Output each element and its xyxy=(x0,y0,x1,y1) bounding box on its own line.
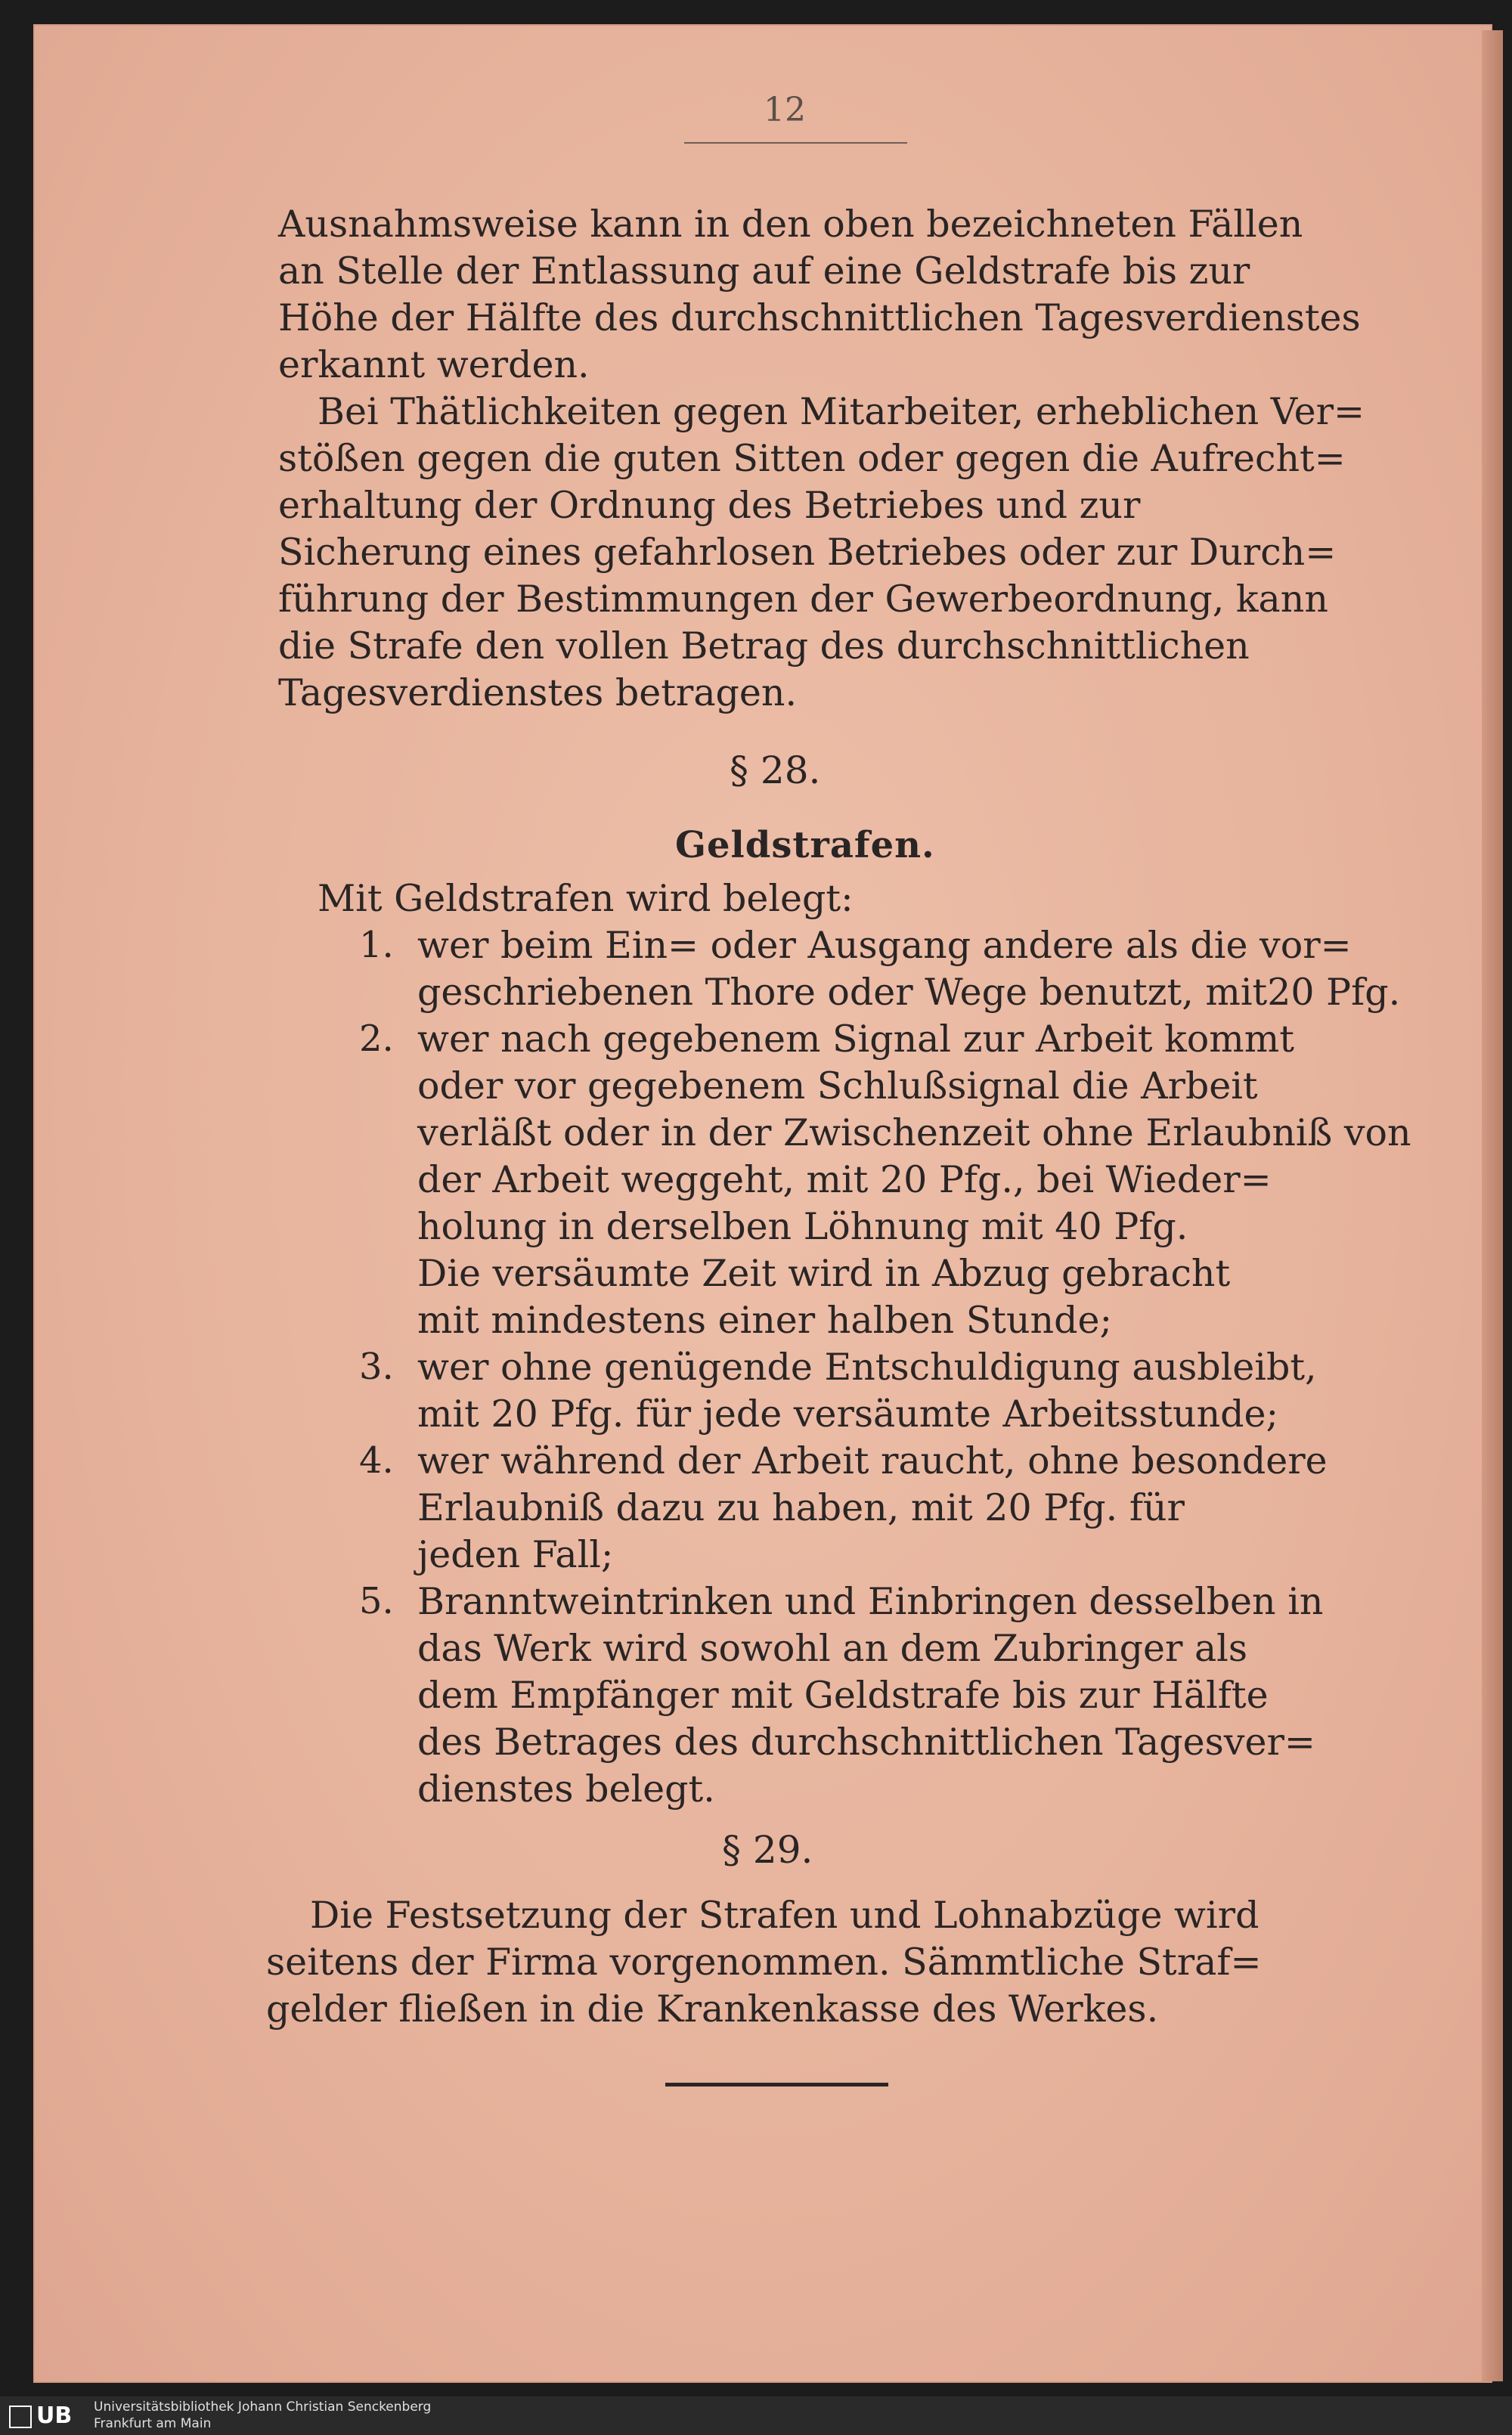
item-2-line-6: Die versäumte Zeit wird in Abzug gebracht xyxy=(417,1252,1231,1295)
item-4-line-2: Erlaubniß dazu zu haben, mit 20 Pfg. für xyxy=(417,1486,1185,1529)
intro-line-9: führung der Bestimmungen der Gewerbeordnung, kann xyxy=(278,578,1328,621)
section-28-label: § 28. xyxy=(730,748,821,792)
item-2-line-4: der Arbeit weggeht, mit 20 Pfg., bei Wieder= xyxy=(417,1158,1272,1201)
item-4-line-3: jeden Fall; xyxy=(417,1533,614,1576)
page-number: 12 xyxy=(764,91,806,129)
item-3-number: 3. xyxy=(359,1346,394,1388)
library-emblem-icon xyxy=(9,2406,32,2428)
intro-line-8: Sicherung eines gefahrlosen Betriebes oder zur Durch= xyxy=(278,531,1337,574)
item-2-line-3: verläßt oder in der Zwischenzeit ohne Erlaubniß von xyxy=(417,1111,1411,1154)
item-3-line-1: wer ohne genügende Entschuldigung ausbleibt, xyxy=(417,1346,1317,1389)
intro-line-3: Höhe der Hälfte des durchschnittlichen Tagesverdienstes xyxy=(278,296,1361,339)
item-4-line-1: wer während der Arbeit raucht, ohne besondere xyxy=(417,1439,1328,1482)
section-29-line-1: Die Festsetzung der Strafen und Lohnabzüge wird xyxy=(310,1894,1259,1937)
end-rule xyxy=(665,2083,888,2086)
item-4-number: 4. xyxy=(359,1439,394,1482)
intro-line-10: die Strafe den vollen Betrag des durchschnittlichen xyxy=(278,624,1250,668)
intro-line-2: an Stelle der Entlassung auf eine Geldstrafe bis zur xyxy=(278,249,1250,293)
item-2-line-1: wer nach gegebenem Signal zur Arbeit kommt xyxy=(417,1018,1294,1061)
footer-library-name: Universitätsbibliothek Johann Christian Senckenberg xyxy=(94,2399,432,2415)
paper-edge xyxy=(1482,30,1503,2381)
intro-line-11: Tagesverdienstes betragen. xyxy=(278,671,798,714)
section-28-lead: Mit Geldstrafen wird belegt: xyxy=(318,877,854,920)
footer-library-city: Frankfurt am Main xyxy=(94,2416,212,2431)
section-29-label: § 29. xyxy=(722,1828,813,1872)
item-5-number: 5. xyxy=(359,1580,394,1622)
section-29-line-3: gelder fließen in die Krankenkasse des Werkes. xyxy=(266,1987,1159,2031)
item-5-line-2: das Werk wird sowohl an dem Zubringer als xyxy=(417,1627,1248,1670)
section-29-line-2: seitens der Firma vorgenommen. Sämmtliche Straf= xyxy=(266,1941,1262,1984)
item-3-line-2: mit 20 Pfg. für jede versäumte Arbeitsstunde; xyxy=(417,1393,1279,1436)
page-number-rule xyxy=(684,142,907,144)
item-2-line-5: holung in derselben Löhnung mit 40 Pfg. xyxy=(417,1205,1188,1248)
item-5-line-1: Branntweintrinken und Einbringen desselben in xyxy=(417,1580,1324,1623)
item-5-line-4: des Betrages des durchschnittlichen Tagesver= xyxy=(417,1721,1315,1764)
intro-line-4: erkannt werden. xyxy=(278,343,590,386)
library-logo-text: UB xyxy=(36,2402,73,2429)
item-5-line-3: dem Empfänger mit Geldstrafe bis zur Hälfte xyxy=(417,1674,1269,1717)
item-2-line-2: oder vor gegebenem Schlußsignal die Arbeit xyxy=(417,1064,1258,1108)
item-1-line-2: geschriebenen Thore oder Wege benutzt, mit20 Pfg. xyxy=(417,971,1401,1014)
intro-line-5: Bei Thätlichkeiten gegen Mitarbeiter, erheblichen Ver= xyxy=(318,390,1365,433)
intro-line-1: Ausnahmsweise kann in den oben bezeichneten Fällen xyxy=(278,203,1303,246)
item-1-line-1: wer beim Ein= oder Ausgang andere als die vor= xyxy=(417,924,1352,967)
library-logo xyxy=(9,2402,82,2430)
section-28-title: Geldstrafen. xyxy=(675,824,935,866)
item-2-line-7: mit mindestens einer halben Stunde; xyxy=(417,1299,1112,1342)
item-5-line-5: dienstes belegt. xyxy=(417,1767,715,1811)
item-2-number: 2. xyxy=(359,1018,394,1060)
intro-line-7: erhaltung der Ordnung des Betriebes und zur xyxy=(278,484,1141,527)
intro-line-6: stößen gegen die guten Sitten oder gegen die Aufrecht= xyxy=(278,437,1346,480)
item-1-number: 1. xyxy=(359,924,394,966)
